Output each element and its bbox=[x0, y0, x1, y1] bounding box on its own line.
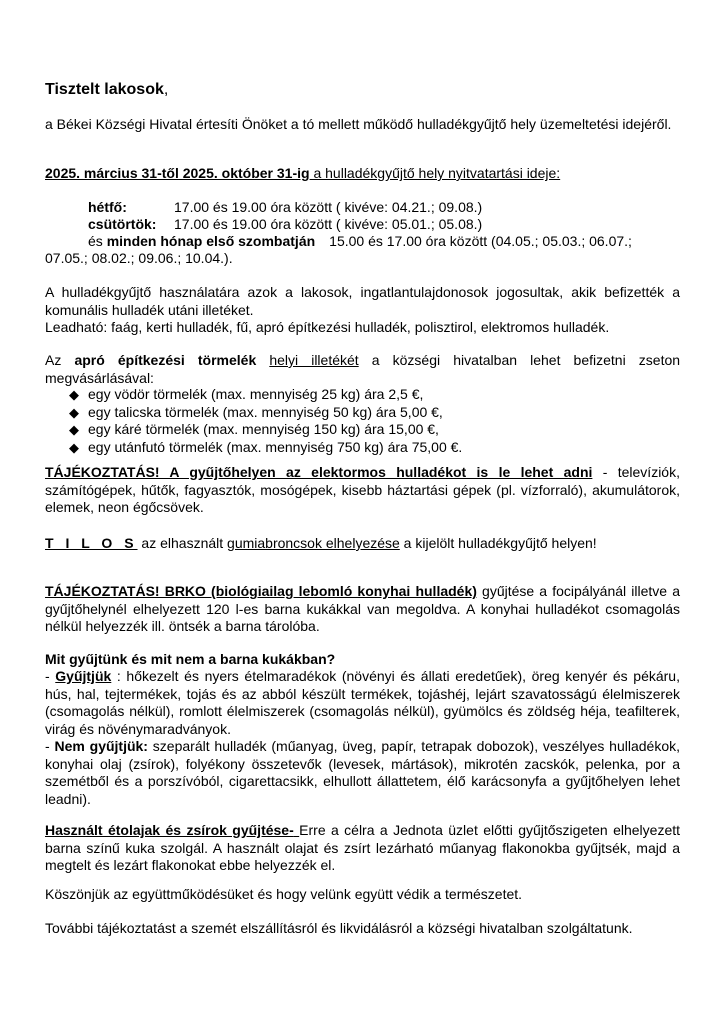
debris-bold: apró építkezési törmelék bbox=[74, 352, 257, 368]
list-item: ◆ egy káré törmelék (max. mennyiség 150 kg) ára 15,00 €, bbox=[69, 421, 439, 437]
prohibit-word: T I L O S bbox=[45, 535, 138, 551]
thursday-text: 17.00 és 19.00 óra között ( kivéve: 05.01.; 05.08.) bbox=[174, 216, 483, 232]
greeting-comma: , bbox=[163, 81, 169, 98]
collect-label: Gyűjtjük bbox=[55, 668, 112, 684]
greeting bbox=[45, 80, 680, 100]
debris-list bbox=[69, 386, 669, 456]
hours-monday bbox=[88, 199, 482, 217]
electronics-notice-text: - televíziók, számítógépek, hűtők, fagyasztók, mosógépek, kisebb háztartási gépek (pl. vízforraló), akumulátorok, elemek, neon égőcsövek. bbox=[45, 464, 680, 515]
oils-paragraph bbox=[45, 822, 680, 875]
monday-label: hétfő: bbox=[88, 199, 127, 215]
oils-text: Erre a célra a Jednota üzlet előtti gyűjtőszigeten elhelyezett barna színű kuka szolgál. A használt olajat és zsírt lezárható műanyag flakonokba gyűjtsék, majd a megtelt és lezárt flakonokat ebbe helyezzék el. bbox=[45, 822, 681, 873]
usage-line1: A hulladékgyűjtő használatára azok a lakosok, ingatlantulajdonosok jogosultak, akik befizették a komunális hulladék utáni illetéket. bbox=[45, 284, 680, 318]
electronics-notice bbox=[45, 464, 680, 517]
greeting-salutation: Tisztelt lakosok bbox=[45, 81, 164, 98]
debris-underlined: helyi illetékét bbox=[269, 352, 359, 368]
diamond-bullet-icon: ◆ bbox=[69, 439, 79, 455]
electronics-notice-heading: TÁJÉKOZTATÁS! A gyűjtőhelyen az elektormos hulladékot is le lehet adni bbox=[45, 464, 593, 480]
period-text: a hulladékgyűjtő hely nyitvatartási ideje: bbox=[309, 165, 561, 181]
brown-bins-nocollect: - Nem gyűjtjük: szeparált hulladék (műanyag, üveg, papír, tetrapak dobozok), veszélyes hulladékok, konyhai olaj (zsírok), folyékony összetevők (levesek, mártások), mikrotén zacskók, pelenka, por a szemétből és a porszívóból, cigarettacsikk, elhullott állattetem, élő karácsonyfa a gyűjtőhelyen lehet leadni). bbox=[45, 738, 681, 807]
debris-paragraph bbox=[45, 352, 680, 387]
diamond-bullet-icon: ◆ bbox=[69, 387, 79, 402]
list-item: ◆ egy talicska törmelék (max. mennyiség 50 kg) ára 5,00 €, bbox=[69, 403, 443, 420]
thanks-line: Köszönjük az együttműködésüket és hogy velünk együtt védik a természetet. bbox=[45, 886, 523, 902]
prohibit-line: T I L O S az elhasznált gumiabroncsok elhelyezése a kijelölt hulladékgyűjtő helyen! bbox=[45, 535, 597, 551]
saturday-text: 15.00 és 17.00 óra között (04.05.; 05.03.; 06.07.; bbox=[329, 233, 632, 249]
diamond-bullet-icon: ◆ bbox=[69, 404, 79, 420]
saturday-pre: és bbox=[88, 233, 107, 249]
brown-bins-collect: - Gyűjtjük : hőkezelt és nyers ételmaradékok (növényi és állati eredetűek), öreg kenyér és pékáru, hús, hal, tejtermékek, tojás és az abból készült termékek, tojáshéj, lejárt szavatosságú élelmiszerek (csomagolás nélkül), romlott élelmiszerek (csomagolás nélkül), gyümölcs és zöldség héja, teafilterek, virág és növénymaradványok. bbox=[45, 668, 680, 737]
usage-paragraph bbox=[45, 284, 680, 337]
brko-notice-heading: TÁJÉKOZTATÁS! BRKO (biológiailag lebomló konyhai hulladék) bbox=[45, 583, 477, 599]
collect-text: : hőkezelt és nyers ételmaradékok (növényi és állati eredetűek), öreg kenyér és pékáru, hús, hal, tejtermékek, tojás és az abból készült termékek, tojáshéj, lejárt szavatosságú élelmiszerek (csomagolás nélkül), romlott élelmiszerek (csomagolás nélkül), gyümölcs és zöldség héja, teafilterek, virág és növénymaradványok. bbox=[45, 668, 680, 737]
period-line bbox=[45, 165, 680, 183]
oils-heading: Használt étolajak és zsírok gyűjtése- bbox=[45, 822, 294, 838]
hours-saturday-cont: 07.05.; 08.02.; 09.06.; 10.04.). bbox=[45, 250, 233, 266]
nocollect-label: Nem gyűjtjük: bbox=[54, 738, 148, 754]
brko-notice-text: gyűjtése a focipályánál illetve a gyűjtőhelynél elhelyezett 120 l-es barna kukákkal van megoldva. A konyhai hulladékot csomagolás nélkül helyezzék ill. öntsék a barna tárolóba. bbox=[45, 583, 680, 634]
brown-bins-heading: Mit gyűjtünk és mit nem a barna kukákban? bbox=[45, 651, 336, 667]
usage-line2: Leadható: faág, kerti hulladék, fű, apró építkezési hulladék, polisztirol, elektromos hulladék. bbox=[45, 319, 610, 335]
further-info-line: További tájékoztatást a szemét elszállításról és likvidálásról a községi hivatalban szolgáltatunk. bbox=[45, 920, 633, 936]
nocollect-text: szeparált hulladék (műanyag, üveg, papír, tetrapak dobozok), veszélyes hulladékok, konyhai olaj (zsírok), folyékony összetevők (levesek, mártások), mikrotén zacskók, pelenka, por a szemétből és a porszívóból, cigarettacsikk, elhullott állattetem, élő karácsonyfa a gyűjtőhelyen lehet leadni). bbox=[45, 738, 681, 807]
brko-notice bbox=[45, 583, 680, 636]
hours-saturday bbox=[88, 233, 680, 251]
debris-post: a községi hivatalban lehet befizetni zseton megvásárlásával: bbox=[45, 352, 681, 386]
diamond-bullet-icon: ◆ bbox=[69, 422, 79, 437]
debris-pre: Az bbox=[45, 352, 75, 368]
period-dates: 2025. március 31-től 2025. október 31-ig bbox=[45, 165, 310, 181]
monday-text: 17.00 és 19.00 óra között ( kivéve: 04.21.; 09.08.) bbox=[174, 199, 483, 215]
list-item: ◆ egy utánfutó törmelék (max. mennyiség 750 kg) ára 75,00 €. bbox=[69, 438, 463, 455]
prohibit-underlined: gumiabroncsok elhelyezése bbox=[227, 535, 400, 551]
thursday-label: csütörtök: bbox=[88, 216, 157, 232]
intro-paragraph: a Békei Községi Hivatal értesíti Önöket a tó mellett működő hulladékgyűjtő hely üzemeltetési idejéről. bbox=[45, 116, 672, 132]
saturday-bold: minden hónap első szombatján bbox=[106, 233, 316, 249]
hours-thursday bbox=[88, 216, 482, 234]
list-item: ◆ egy vödör törmelék (max. mennyiség 25 kg) ára 2,5 €, bbox=[69, 386, 424, 402]
